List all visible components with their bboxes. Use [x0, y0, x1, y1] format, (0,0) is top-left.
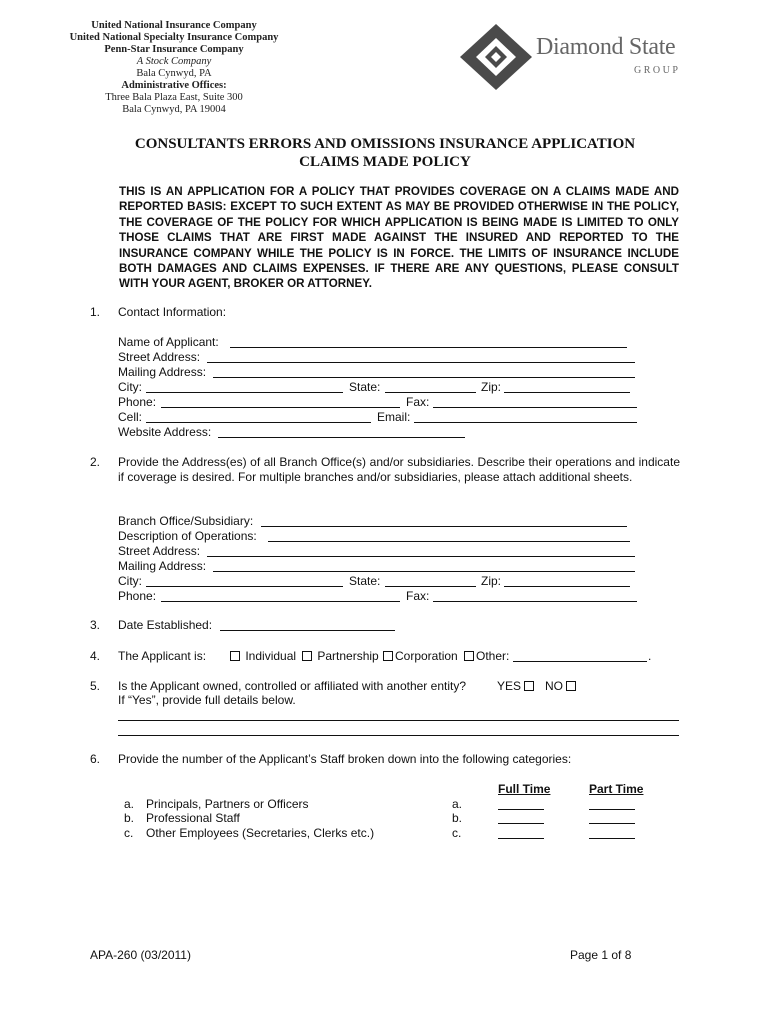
corporation-label: Corporation	[395, 649, 458, 663]
q5-number: 5.	[90, 679, 101, 693]
website-label: Website Address:	[118, 425, 212, 439]
company-name-2: United National Specialty Insurance Company	[69, 32, 279, 43]
affiliation-details-prompt: If “Yes”, provide full details below.	[118, 693, 296, 707]
staff-row-c-label: Other Employees (Secretaries, Clerks etc.)	[146, 826, 375, 840]
staff-row-b-label: Professional Staff	[146, 811, 240, 825]
cell-label: Cell:	[118, 410, 143, 424]
no-checkbox[interactable]	[566, 681, 576, 691]
page-number: Page 1 of 8	[570, 948, 632, 962]
full-time-header: Full Time	[498, 782, 551, 796]
q2-number: 2.	[90, 455, 101, 469]
branch-mailing-label: Mailing Address:	[118, 559, 207, 573]
form-title: CONSULTANTS ERRORS AND OMISSIONS INSURANCE APPLICATION	[134, 136, 636, 152]
branch-street-field[interactable]	[207, 556, 635, 557]
individual-option[interactable]	[230, 649, 296, 664]
applicant-name-label: Name of Applicant:	[118, 335, 219, 349]
yes-option[interactable]	[497, 679, 536, 694]
staff-row-c-letter: c.	[124, 826, 134, 840]
q2-text: Provide the Address(es) of all Branch Office(s) and/or subsidiaries. Describe their operations and indicate if coverage is desired. For multiple branches and/or subsidiaries, please attach additional sheets.	[118, 455, 680, 484]
admin-city: Bala Cynwyd, PA 19004	[122, 104, 226, 115]
yes-label: YES	[497, 679, 522, 693]
corporation-checkbox[interactable]	[383, 651, 393, 661]
mailing-address-label: Mailing Address:	[118, 365, 207, 379]
part-time-header: Part Time	[589, 782, 644, 796]
company-header	[60, 20, 288, 116]
no-option[interactable]	[545, 679, 578, 694]
staff-row-c-full-time-field[interactable]	[498, 838, 544, 839]
branch-zip-label: Zip:	[481, 574, 502, 588]
staff-row-b-part-time-field[interactable]	[589, 823, 635, 824]
company-type: A Stock Company	[136, 56, 212, 67]
date-established-field[interactable]	[220, 630, 395, 631]
other-checkbox[interactable]	[464, 651, 474, 661]
q4-period: .	[648, 649, 652, 663]
branch-office-field[interactable]	[261, 526, 627, 527]
other-label: Other:	[476, 649, 510, 663]
staff-row-b-key: b.	[452, 811, 463, 825]
staff-row-b-letter: b.	[124, 811, 135, 825]
affiliation-details-line-2[interactable]	[118, 735, 679, 736]
staff-row-c-part-time-field[interactable]	[589, 838, 635, 839]
individual-label: Individual	[245, 649, 297, 663]
yes-checkbox[interactable]	[524, 681, 534, 691]
logo-group: GROUP	[634, 65, 681, 76]
q4-number: 4.	[90, 649, 101, 663]
state-field[interactable]	[385, 392, 476, 393]
staff-question: Provide the number of the Applicant’s Staff broken down into the following categories:	[118, 752, 572, 766]
mailing-address-field[interactable]	[213, 377, 635, 378]
branch-fax-field[interactable]	[433, 601, 637, 602]
city-label: City:	[118, 380, 142, 394]
diamond-logo-icon	[458, 22, 534, 92]
website-field[interactable]	[218, 437, 465, 438]
partnership-checkbox[interactable]	[302, 651, 312, 661]
form-number: APA-260 (03/2011)	[90, 948, 191, 962]
cell-field[interactable]	[146, 422, 371, 423]
zip-label: Zip:	[481, 380, 502, 394]
street-address-label: Street Address:	[118, 350, 201, 364]
q1-label: Contact Information:	[118, 305, 227, 319]
city-field[interactable]	[146, 392, 343, 393]
email-label: Email:	[377, 410, 411, 424]
street-address-field[interactable]	[207, 362, 635, 363]
applicant-name-field[interactable]	[230, 347, 627, 348]
branch-city-field[interactable]	[146, 586, 343, 587]
q3-number: 3.	[90, 618, 101, 632]
fax-field[interactable]	[433, 407, 637, 408]
affiliation-question: Is the Applicant owned, controlled or affiliated with another entity?	[118, 679, 466, 693]
no-label: NO	[545, 679, 563, 693]
partnership-option[interactable]	[302, 649, 379, 664]
admin-offices-label: Administrative Offices:	[121, 80, 227, 91]
staff-row-a-letter: a.	[124, 797, 135, 811]
company-city: Bala Cynwyd, PA	[136, 68, 212, 79]
operations-field[interactable]	[268, 541, 630, 542]
affiliation-details-line-1[interactable]	[118, 720, 679, 721]
company-logo	[458, 22, 688, 92]
corporation-option[interactable]	[383, 649, 458, 664]
phone-label: Phone:	[118, 395, 157, 409]
operations-label: Description of Operations:	[118, 529, 257, 543]
branch-phone-label: Phone:	[118, 589, 157, 603]
other-option[interactable]	[464, 649, 509, 664]
company-name-3: Penn-Star Insurance Company	[104, 44, 244, 55]
branch-street-label: Street Address:	[118, 544, 201, 558]
staff-row-a-part-time-field[interactable]	[589, 809, 635, 810]
branch-city-label: City:	[118, 574, 142, 588]
phone-field[interactable]	[161, 407, 400, 408]
admin-address: Three Bala Plaza East, Suite 300	[105, 92, 243, 103]
state-label: State:	[349, 380, 381, 394]
staff-row-a-key: a.	[452, 797, 463, 811]
applicant-type-label: The Applicant is:	[118, 649, 207, 663]
staff-row-b-full-time-field[interactable]	[498, 823, 544, 824]
staff-row-a-full-time-field[interactable]	[498, 809, 544, 810]
fax-label: Fax:	[406, 395, 430, 409]
partnership-label: Partnership	[317, 649, 379, 663]
claims-made-notice: THIS IS AN APPLICATION FOR A POLICY THAT PROVIDES COVERAGE ON A CLAIMS MADE AND REPORTED BASIS: EXCEPT TO SUCH EXTENT AS MAY BE PROVIDED OTHERWISE IN THE POLICY, THE COVERAGE OF THE POLICY FOR WHICH APPLICATION IS BEING MADE IS LIMITED TO ONLY THOSE CLAIMS THAT ARE FIRST MADE AGAINST THE INSURED AND REPORTED TO THE INSURANCE COMPANY WHILE THE POLICY IS IN FORCE. THE LIMITS OF INSURANCE INCLUDE BOTH DAMAGES AND CLAIMS EXPENSES. IF THERE ARE ANY QUESTIONS, PLEASE CONSULT WITH YOUR AGENT, BROKER OR ATTORNEY.	[119, 185, 679, 291]
date-established-label: Date Established:	[118, 618, 213, 632]
branch-zip-field[interactable]	[504, 586, 630, 587]
branch-state-label: State:	[349, 574, 381, 588]
email-field[interactable]	[414, 422, 637, 423]
staff-row-a-label: Principals, Partners or Officers	[146, 797, 309, 811]
branch-fax-label: Fax:	[406, 589, 430, 603]
branch-mailing-field[interactable]	[213, 571, 635, 572]
branch-phone-field[interactable]	[161, 601, 400, 602]
staff-row-c-key: c.	[452, 826, 462, 840]
logo-name: Diamond State	[536, 34, 676, 60]
branch-office-label: Branch Office/Subsidiary:	[118, 514, 254, 528]
branch-state-field[interactable]	[385, 586, 476, 587]
other-type-field[interactable]	[513, 661, 647, 662]
q1-number: 1.	[90, 305, 101, 319]
q6-number: 6.	[90, 752, 101, 766]
company-name-1: United National Insurance Company	[91, 20, 257, 31]
individual-checkbox[interactable]	[230, 651, 240, 661]
form-subtitle: CLAIMS MADE POLICY	[299, 154, 471, 170]
zip-field[interactable]	[504, 392, 630, 393]
